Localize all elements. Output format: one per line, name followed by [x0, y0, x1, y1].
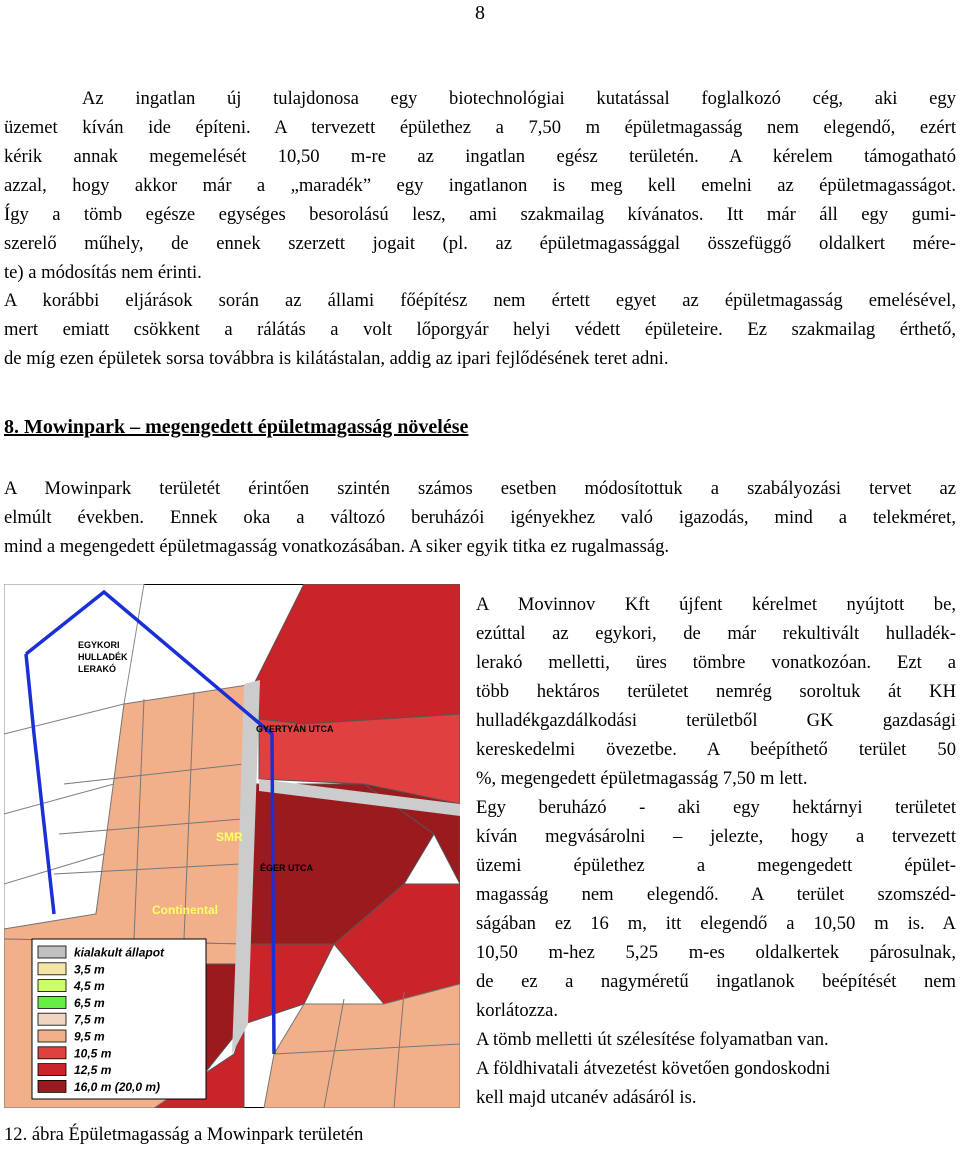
text-line: te) a módosítás nem érinti.: [4, 262, 202, 283]
figure-caption: 12. ábra Épületmagasság a Mowinpark területén: [4, 1124, 364, 1145]
legend-swatch: [38, 1064, 66, 1076]
legend-label: 16,0 m (20,0 m): [74, 1079, 161, 1094]
text-line: mert emiatt csökkent a rálátás a volt lőporgyár helyi védett épületeire. Ez szakmailag érthető,: [4, 319, 956, 340]
text-line: A tömb melletti út szélesítése folyamatban van.: [476, 1029, 829, 1050]
legend-label: 10,5 m: [74, 1046, 112, 1061]
legend-swatch: [38, 946, 66, 958]
page-number: 8: [475, 2, 485, 24]
landfill-label: EGYKORI: [78, 640, 120, 650]
legend-swatch: [38, 1013, 66, 1025]
text-line: kell majd utcanév adásáról is.: [476, 1087, 697, 1108]
text-line: üzemi épülethez a megengedett épület-: [476, 855, 956, 876]
text-line: ságában ez 16 m, itt elegendő a 10,50 m is. A: [476, 913, 956, 934]
legend-swatch: [38, 980, 66, 992]
legend-swatch: [38, 1030, 66, 1042]
text-line: A Mowinpark területét érintően szintén számos esetben módosítottuk a szabályozási tervet az: [4, 478, 956, 499]
text-line: Egy beruházó - aki egy hektárnyi területet: [476, 797, 956, 818]
section-heading: 8. Mowinpark – megengedett épületmagasság növelése: [4, 416, 469, 438]
street-label-eger: ÉGER UTCA: [260, 863, 314, 873]
text-line: hulladékgazdálkodási területből GK gazdasági: [476, 710, 956, 731]
landfill-label: LERAKÓ: [78, 664, 116, 674]
legend-label: 7,5 m: [74, 1012, 105, 1027]
legend-label: 9,5 m: [74, 1029, 105, 1044]
legend-swatch: [38, 1080, 66, 1092]
legend-label: 4,5 m: [74, 979, 105, 994]
text-line: kereskedelmi övezetbe. A beépíthető terület 50: [476, 739, 956, 760]
right-column-paragraph: [476, 590, 956, 1112]
text-line: ezúttal az egykori, de már rekultivált hulladék-: [476, 623, 956, 644]
text-line: A korábbi eljárások során az állami főépítész nem értett egyet az épületmagasság emelésével,: [4, 290, 956, 311]
text-line: szerelő műhely, de ennek szerzett jogait (pl. az épületmagassággal összefüggő oldalkert mére-: [4, 233, 956, 254]
text-line: több hektáros területet nemrég soroltuk át KH: [476, 681, 956, 702]
text-line: 10,50 m-hez 5,25 m-es oldalkertek párosulnak,: [476, 942, 956, 963]
section-paragraph: [4, 474, 956, 561]
intro-paragraph: [4, 84, 956, 287]
text-line: A földhivatali átvezetést követően gondoskodni: [476, 1058, 831, 1079]
legend-label: 12,5 m: [74, 1063, 112, 1078]
text-line: de míg ezen épületek sorsa továbbra is kilátástalan, addig az ipari fejlődésének teret adni.: [4, 348, 669, 369]
text-line: korlátozza.: [476, 1000, 559, 1021]
second-paragraph: [4, 286, 956, 373]
text-line: elmúlt években. Ennek oka a változó beruházói igényekhez való igazodás, mind a telekméret,: [4, 507, 956, 528]
height-map-figure: [4, 584, 460, 1108]
text-line: lerakó melletti, üres tömbre vonatkozóan. Ezt a: [476, 652, 956, 673]
text-line: A Movinnov Kft újfent kérelmet nyújtott be,: [476, 594, 956, 615]
text-line: üzemet kíván ide építeni. A tervezett épülethez a 7,50 m épületmagasság nem elegendő, ezért: [4, 117, 956, 138]
text-line: kíván megvásárolni – jelezte, hogy a tervezett: [476, 826, 956, 847]
text-line: magasság nem elegendő. A terület szomszéd-: [476, 884, 956, 905]
legend-label: kialakult állapot: [74, 945, 165, 960]
legend-label: 3,5 m: [74, 962, 105, 977]
company-label-smr: SMR: [216, 830, 243, 844]
text-line: de ez a nagyméretű ingatlanok beépítését nem: [476, 971, 956, 992]
legend-swatch: [38, 996, 66, 1008]
legend-swatch: [38, 963, 66, 975]
street-label-gyertyan: GYERTYÁN UTCA: [256, 724, 334, 734]
text-line: Az ingatlan új tulajdonosa egy biotechnológiai kutatással foglalkozó cég, aki egy: [82, 88, 956, 109]
text-line: azzal, hogy akkor már a „maradék” egy ingatlanon is meg kell emelni az épületmagasságot.: [4, 175, 956, 196]
legend: [32, 939, 206, 1099]
height-map: [4, 584, 460, 1108]
company-label-continental: Continental: [152, 903, 218, 917]
text-line: mind a megengedett épületmagasság vonatkozásában. A siker egyik titka ez rugalmasság.: [4, 536, 670, 557]
legend-swatch: [38, 1047, 66, 1059]
legend-label: 6,5 m: [74, 995, 105, 1010]
text-line: Így a tömb egésze egységes besorolású lesz, ami szakmailag kívánatos. Itt már áll egy gumi-: [4, 204, 956, 225]
text-line: %, megengedett épületmagasság 7,50 m lett.: [476, 768, 808, 789]
landfill-label: HULLADÉK: [78, 652, 128, 662]
text-line: kérik annak megemelését 10,50 m-re az ingatlan egész területén. A kérelem támogatható: [4, 146, 956, 167]
